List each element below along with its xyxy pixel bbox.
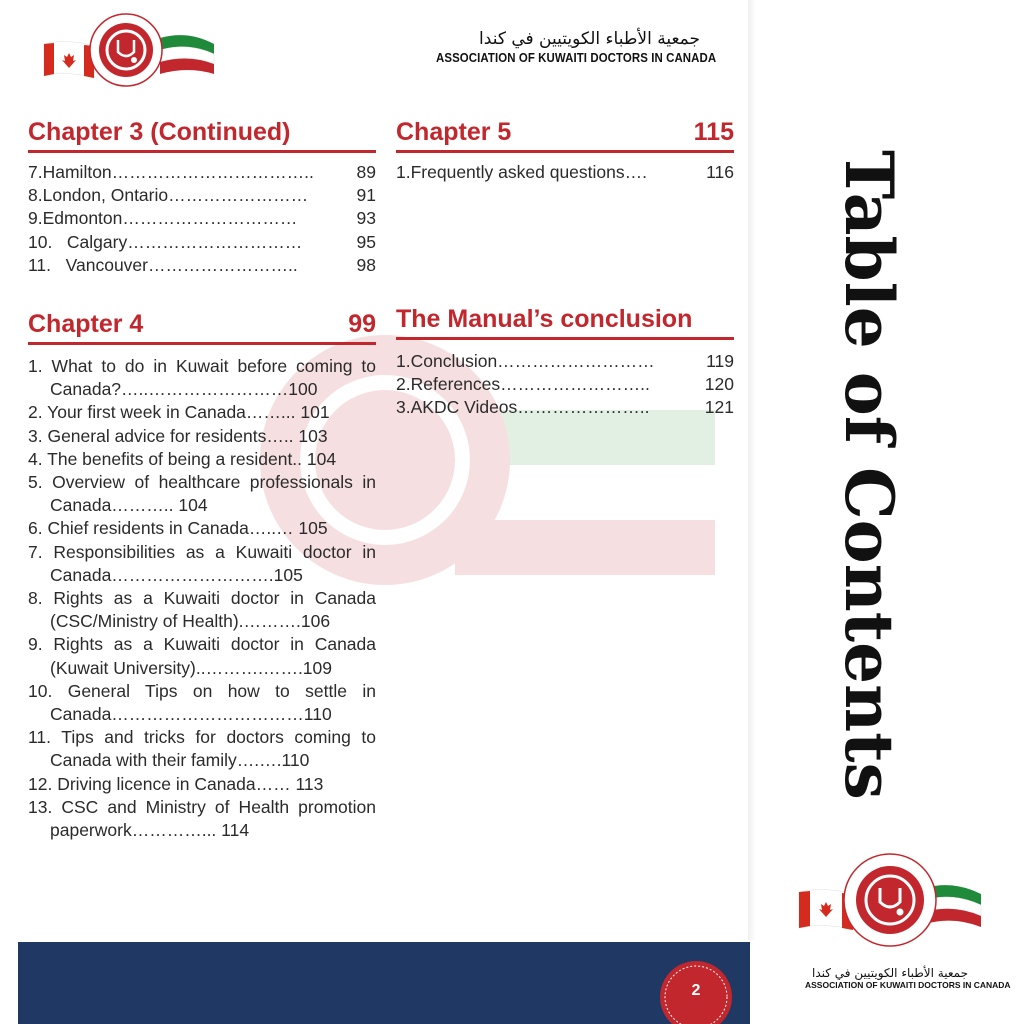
toc-title: Conclusion……………………… [410,351,655,371]
toc-page: 93 [356,208,376,229]
toc-title: AKDC Videos………………….. [410,397,650,418]
toc-title: London, Ontario…………………… [42,185,309,206]
toc-num: 11. [28,254,66,275]
chapter5-toc [396,161,734,184]
toc-page: 91 [356,185,376,206]
toc-entry[interactable]: 9. Rights as a Kuwaiti doctor in Canada (Kuwait University)..……….…….109 [28,634,376,678]
toc-entry[interactable] [396,396,734,419]
toc-entry[interactable] [28,231,376,254]
conclusion-title: The Manual’s conclusion [396,305,693,333]
chapter4-title: Chapter 4 [28,310,144,338]
toc-entry[interactable]: 7. Responsibilities as a Kuwaiti doctor in Canada……………………….105 [28,541,376,585]
toc-entry[interactable]: 12. Driving licence in Canada…… 113 [28,773,324,794]
chapter3-toc [28,161,376,277]
page-shadow [748,0,756,940]
toc-title: Calgary………………………… [66,231,303,252]
page-number: 2 [691,982,701,999]
chapter4-toc [28,355,376,842]
bottom-org-english: ASSOCIATION OF KUWAITI DOCTORS IN CANADA [805,980,1011,990]
toc-page: 116 [706,162,734,182]
chapter4-heading [28,310,376,345]
toc-page: 95 [356,231,376,252]
conclusion-heading [396,305,734,340]
toc-title: References…………………….. [410,374,650,395]
bottom-org-arabic: جمعية الأطباء الكويتيين في كندا [812,966,968,980]
toc-num: 2. [396,374,411,395]
toc-entry[interactable]: 11. Tips and tricks for doctors coming to Canada with their family….….110 [28,727,376,771]
toc-entry[interactable]: 6. Chief residents in Canada…..… 105 [28,518,328,539]
toc-entry[interactable]: 4. The benefits of being a resident.. 104 [28,448,337,469]
chapter3-heading [28,118,376,153]
toc-title: Frequently asked questions…. [410,162,647,182]
toc-num: 3. [396,397,411,418]
chapter3-title: Chapter 3 (Continued) [28,118,291,146]
toc-entry[interactable] [28,161,376,184]
org-name-arabic: جمعية الأطباء الكويتيين في كندا [479,29,700,49]
chapter5-title: Chapter 5 [396,118,512,146]
toc-num: 9. [28,208,43,229]
toc-num: 8. [28,185,43,206]
toc-entry[interactable]: 1. What to do in Kuwait before coming to Canada?…..……………………100 [28,356,376,400]
conclusion-section [396,305,734,420]
org-name-english: ASSOCIATION OF KUWAITI DOCTORS IN CANADA [436,50,717,65]
footer-bar [18,942,750,1024]
chapter5-page: 115 [693,118,734,146]
toc-title: Hamilton…………………………….. [42,162,314,182]
akdc-logo-bottom [795,850,985,950]
toc-entry[interactable] [396,161,734,184]
chapter5-section [396,118,734,184]
side-title [820,150,910,800]
toc-page: 119 [706,351,734,371]
toc-entry[interactable] [28,184,376,207]
toc-page: 120 [704,374,734,395]
toc-num: 1. [396,351,411,371]
toc-num: 10. [28,231,67,252]
chapter5-heading [396,118,734,153]
toc-entry[interactable] [396,350,734,373]
toc-entry[interactable] [28,254,376,277]
toc-entry[interactable]: 5. Overview of healthcare professionals in Canada……….. 104 [28,472,376,516]
toc-entry[interactable]: 10. General Tips on how to settle in Canada……………………………110 [28,680,376,725]
toc-title: Edmonton………………………… [42,208,298,229]
chapter3-section [28,118,376,277]
toc-page: 121 [704,397,734,418]
toc-entry[interactable] [396,373,734,396]
toc-num: 7. [28,162,43,182]
org-header [400,28,717,65]
toc-entry[interactable]: 13. CSC and Ministry of Health promotion paperwork…………... 114 [28,796,376,841]
toc-entry[interactable]: 3. General advice for residents….. 103 [28,425,328,446]
conclusion-toc [396,350,734,420]
toc-page: 89 [356,162,376,182]
chapter4-section [28,310,376,842]
toc-entry[interactable] [28,207,376,230]
akdc-logo [38,8,218,88]
chapter4-page: 99 [348,310,376,338]
toc-title: Vancouver…………………….. [65,254,298,275]
toc-entry[interactable]: 8. Rights as a Kuwaiti doctor in Canada (CSC/Ministry of Health).……….106 [28,588,376,632]
bottom-org-name [805,966,1011,990]
side-title-text: Table of Contents [830,150,908,800]
toc-entry[interactable]: 2. Your first week in Canada……... 101 [28,402,330,423]
toc-page: 98 [356,254,376,275]
toc-num: 1. [396,162,411,182]
